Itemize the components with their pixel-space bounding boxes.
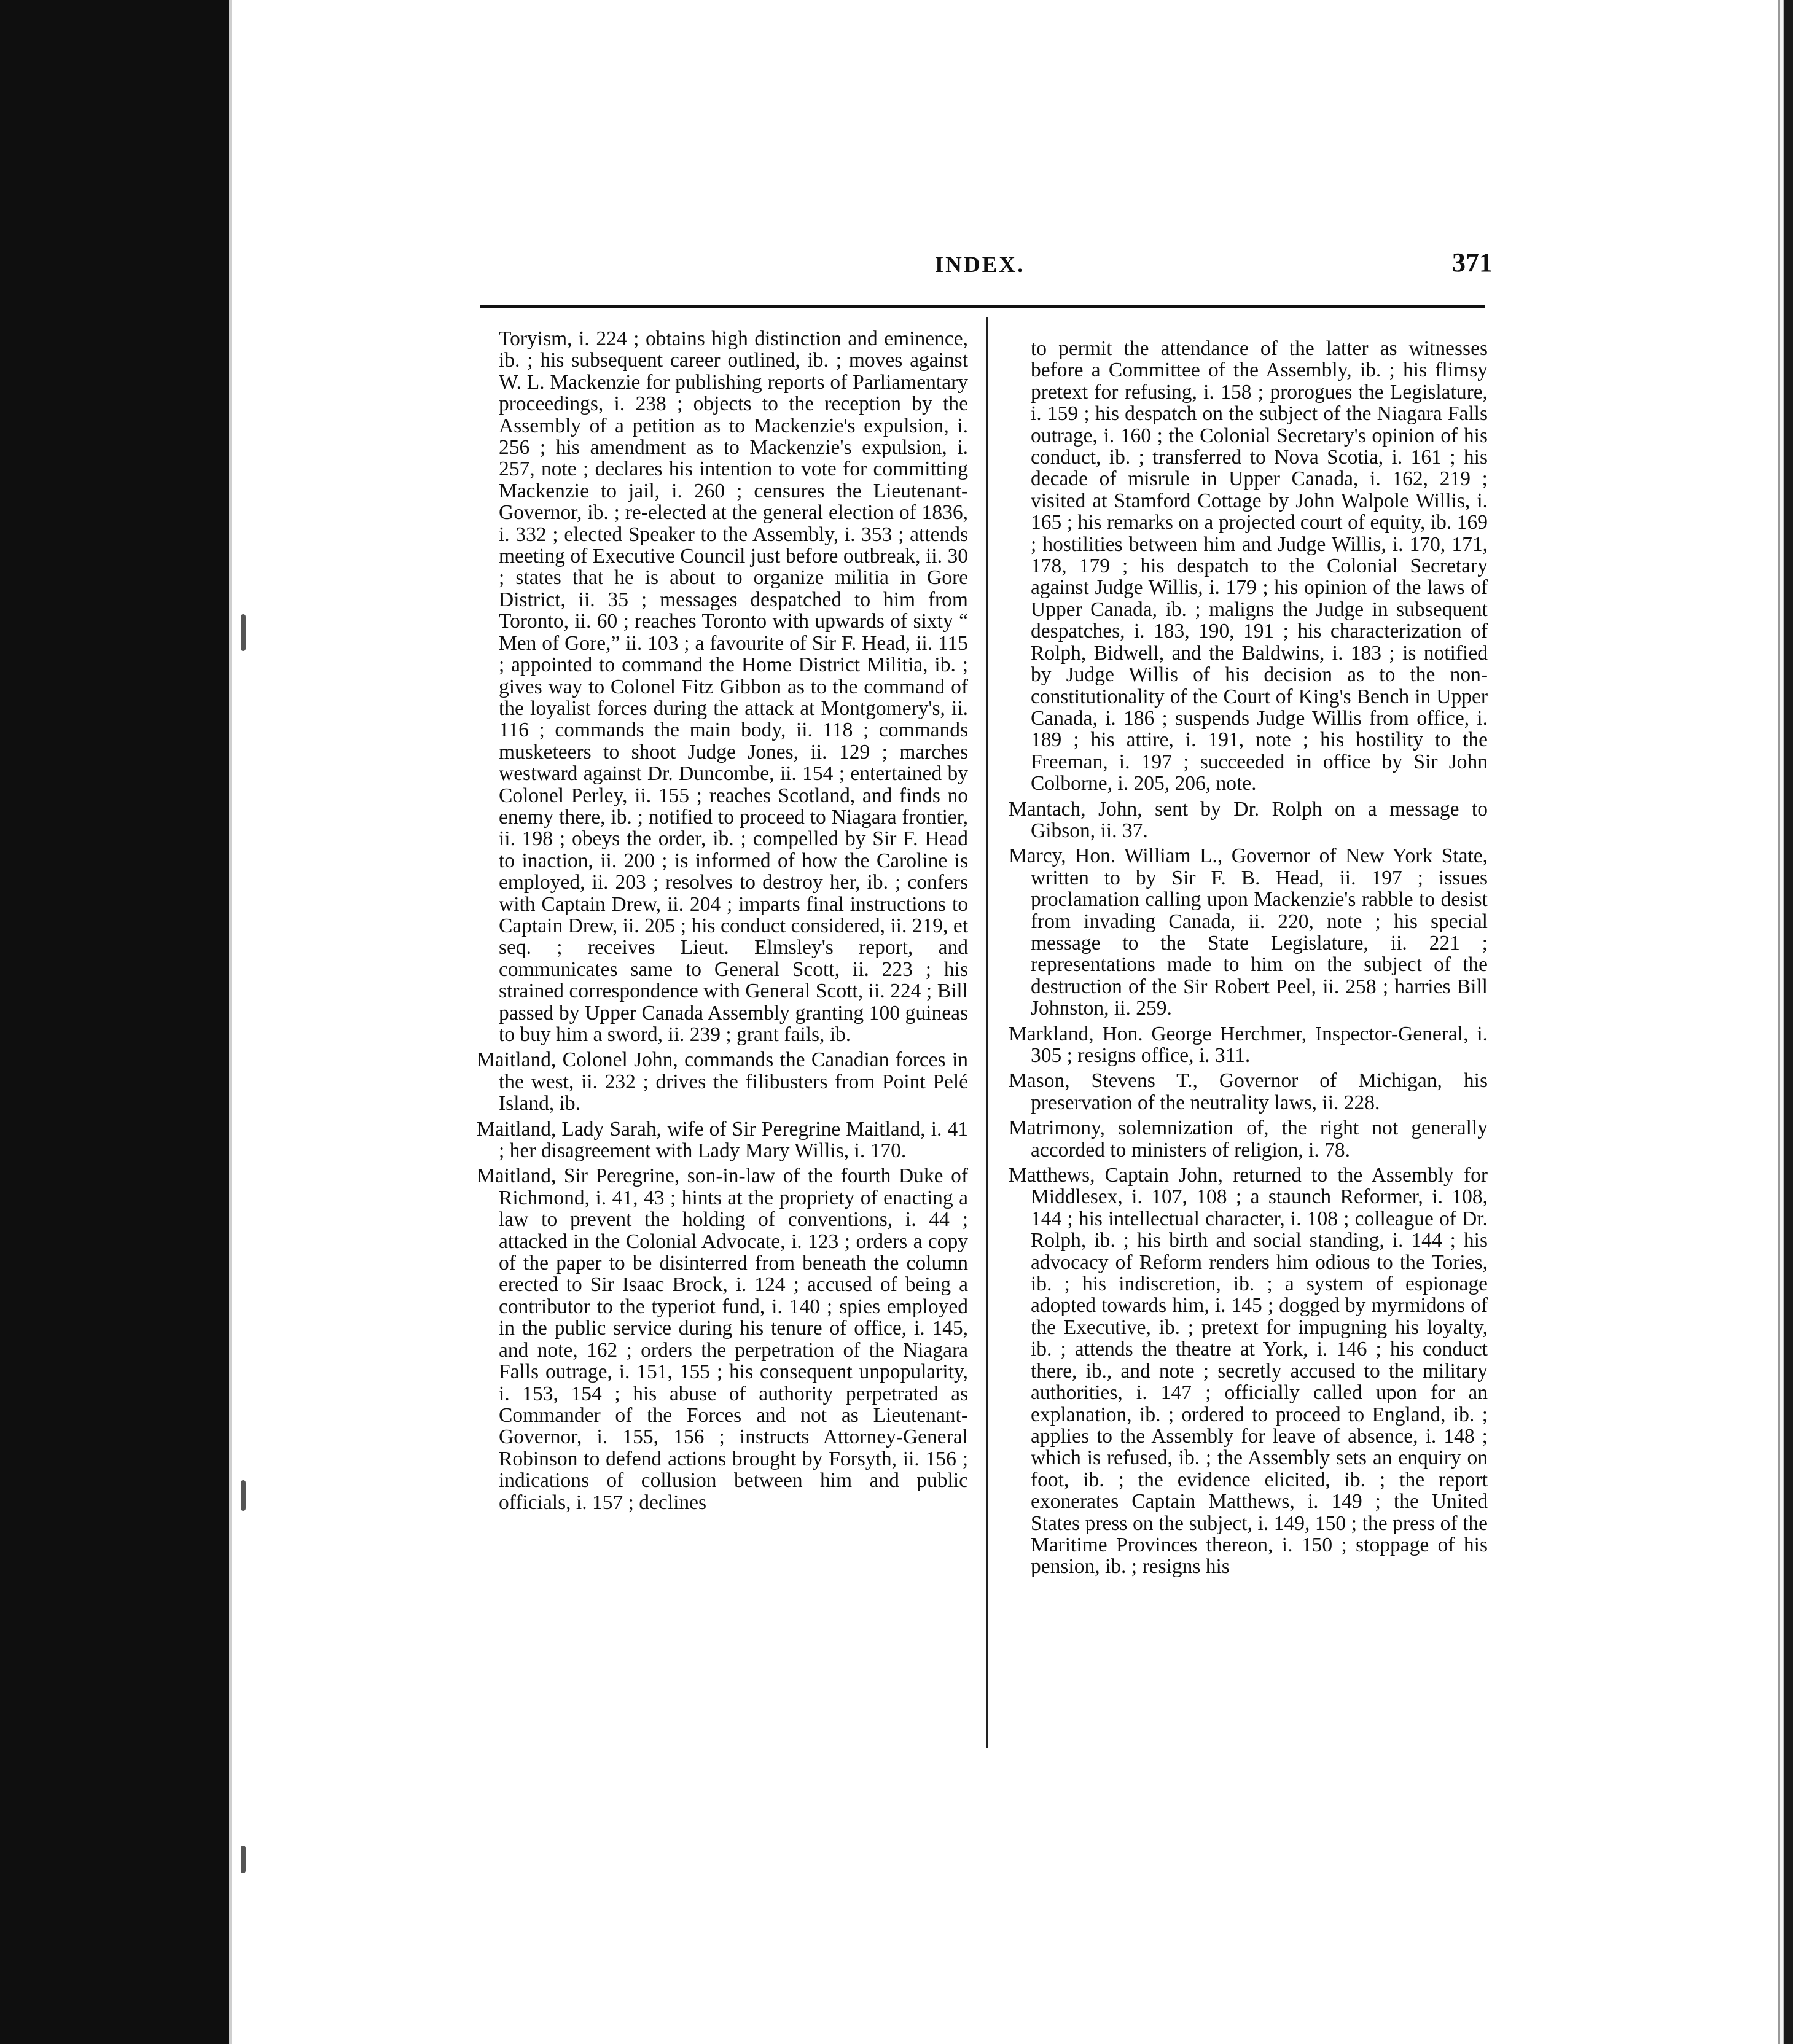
running-head (467, 244, 1493, 284)
running-title: INDEX. (934, 252, 1025, 278)
scan-mark (241, 1846, 246, 1873)
right-column (1009, 338, 1488, 1582)
right-border (1778, 0, 1784, 2044)
index-entry: Maitland, Lady Sarah, wife of Sir Peregrine Maitland, i. 41 ; her disagreement with Lady Mary Willis, i. 170. (477, 1117, 968, 1163)
index-entry: Matrimony, solemnization of, the right not generally accorded to ministers of religion, i. 78. (1009, 1117, 1488, 1161)
index-entry: Maitland, Colonel John, commands the Canadian forces in the west, ii. 232 ; drives the filibusters from Point Pelé Island, ib. (477, 1048, 968, 1115)
column-divider (986, 317, 988, 1748)
page-edge (229, 0, 232, 2044)
scan-background-left (0, 0, 229, 2044)
left-column (477, 328, 968, 1517)
index-entry: Mason, Stevens T., Governor of Michigan, his preservation of the neutrality laws, ii. 228. (1009, 1069, 1488, 1114)
scan-mark (241, 1480, 246, 1511)
index-entry: Matthews, Captain John, returned to the Assembly for Middlesex, i. 107, 108 ; a staunch Reformer, i. 108, 144 ; his intellectual character, i. 108 ; colleague of Dr. Rolph, ib. ; his birth and social standing, i. 144 ; his advocacy of Reform renders him odious to the Tories, ib. ; his indiscretion, ib. ; a system of espionage adopted towards him, i. 145 ; dogged by myrmidons of the Executive, ib. ; pretext for impugning his loyalty, ib. ; attends the theatre at York, i. 146 ; his conduct there, ib., and note ; secretly accused to the military authorities, i. 147 ; officially called upon for an explanation, ib. ; ordered to proceed to England, ib. ; applies to the Assembly for leave of absence, i. 148 ; which is refused, ib. ; the Assembly sets an enquiry on foot, ib. ; the evidence elicited, ib. ; the report exonerates Captain Matthews, i. 149 ; the United States press on the subject, i. 149, 150 ; the press of the Maritime Provinces thereon, i. 150 ; stoppage of his pension, ib. ; resigns his (1009, 1164, 1488, 1578)
page-number: 371 (1452, 248, 1493, 278)
header-rule (480, 305, 1485, 308)
index-entry: Maitland, Sir Peregrine, son-in-law of the fourth Duke of Richmond, i. 41, 43 ; hints at the propriety of enacting a law to prevent the holding of conventions, i. 44 ; attacked in the Colonial Advocate, i. 123 ; orders a copy of the paper to be disinterred from beneath the column erected to Sir Isaac Brock, i. 124 ; accused of being a contributor to the typeriot fund, i. 140 ; spies employed in the public service during his tenure of office, i. 145, and note, 162 ; orders the perpetration of the Niagara Falls outrage, i. 151, 155 ; his consequent unpopularity, i. 153, 154 ; his abuse of authority perpetrated as Commander of the Forces and not as Lieutenant-Governor, i. 155, 156 ; instructs Attorney-General Robinson to defend actions brought by Forsyth, ii. 156 ; indications of collusion between him and public officials, i. 157 ; declines (477, 1164, 968, 1514)
index-entry: Marcy, Hon. William L., Governor of New York State, written to by Sir F. B. Head, ii. 197 ; issues proclamation calling upon Mackenzie's rabble to desist from invading Canada, ii. 220, note ; his special message to the State Legislature, ii. 221 ; representations made to him on the subject of the destruction of the Sir Robert Peel, ii. 258 ; harries Bill Johnston, ii. 259. (1009, 845, 1488, 1020)
index-entry: Toryism, i. 224 ; obtains high distinction and eminence, ib. ; his subsequent career outlined, ib. ; moves against W. L. Mackenzie for publishing reports of Parliamentary proceedings, i. 238 ; objects to the reception by the Assembly of a petition as to Mackenzie's expulsion, i. 256 ; his amendment as to Mackenzie's expulsion, i. 257, note ; declares his intention to vote for committing Mackenzie to jail, i. 260 ; censures the Lieutenant-Governor, ib. ; re-elected at the general election of 1836, i. 332 ; elected Speaker to the Assembly, i. 353 ; attends meeting of Executive Council just before outbreak, ii. 30 ; states that he is about to organize militia in Gore District, ii. 35 ; messages despatched to him from Toronto, ii. 60 ; reaches Toronto with upwards of sixty “ Men of Gore,” ii. 103 ; a favourite of Sir F. Head, ii. 115 ; appointed to command the Home District Militia, ib. ; gives way to Colonel Fitz Gibbon as to the command of the loyalist forces during the attack at Montgomery's, ii. 116 ; commands the main body, ii. 118 ; commands musketeers to shoot Judge Jones, ii. 129 ; marches westward against Dr. Duncombe, ii. 154 ; entertained by Colonel Perley, ii. 155 ; reaches Scotland, and finds no enemy there, ib. ; notified to proceed to Niagara frontier, ii. 198 ; obeys the order, ib. ; compelled by Sir F. Head to inaction, ii. 200 ; is informed of how the Caroline is employed, ii. 203 ; resolves to destroy her, ib. ; confers with Captain Drew, ii. 204 ; imparts final instructions to Captain Drew, ii. 205 ; his conduct considered, ii. 219, et seq. ; receives Lieut. Elmsley's report, and communicates same to General Scott, ii. 223 ; his strained correspondence with General Scott, ii. 224 ; Bill passed by Upper Canada Assembly granting 100 guineas to buy him a sword, ii. 239 ; grant fails, ib. (499, 327, 968, 1046)
scan-mark (241, 614, 246, 651)
index-entry: Markland, Hon. George Herchmer, Inspector-General, i. 305 ; resigns office, i. 311. (1009, 1022, 1488, 1067)
index-entry: Mantach, John, sent by Dr. Rolph on a message to Gibson, ii. 37. (1009, 797, 1488, 842)
index-entry: to permit the attendance of the latter as witnesses before a Committee of the Assembly, ib. ; his flimsy pretext for refusing, i. 158 ; prorogues the Legislature, i. 159 ; his despatch on the subject of the Niagara Falls outrage, i. 160 ; the Colonial Secretary's opinion of his conduct, ib. ; transferred to Nova Scotia, i. 161 ; his decade of misrule in Upper Canada, i. 162, 219 ; visited at Stamford Cottage by John Walpole Willis, i. 165 ; his remarks on a projected court of equity, ib. 169 ; hostilities between him and Judge Willis, i. 170, 171, 178, 179 ; his despatch to the Colonial Secretary against Judge Willis, i. 179 ; his opinion of the laws of Upper Canada, ib. ; maligns the Judge in subsequent despatches, i. 183, 190, 191 ; his characterization of Rolph, Bidwell, and the Baldwins, i. 183 ; is notified by Judge Willis of his decision as to the non-constitutionality of the Court of King's Bench in Upper Canada, i. 186 ; suspends Judge Willis from office, i. 189 ; his attire, i. 191, note ; his hostility to the Freeman, i. 197 ; succeeded in office by Sir John Colborne, i. 205, 206, note. (1031, 337, 1488, 795)
